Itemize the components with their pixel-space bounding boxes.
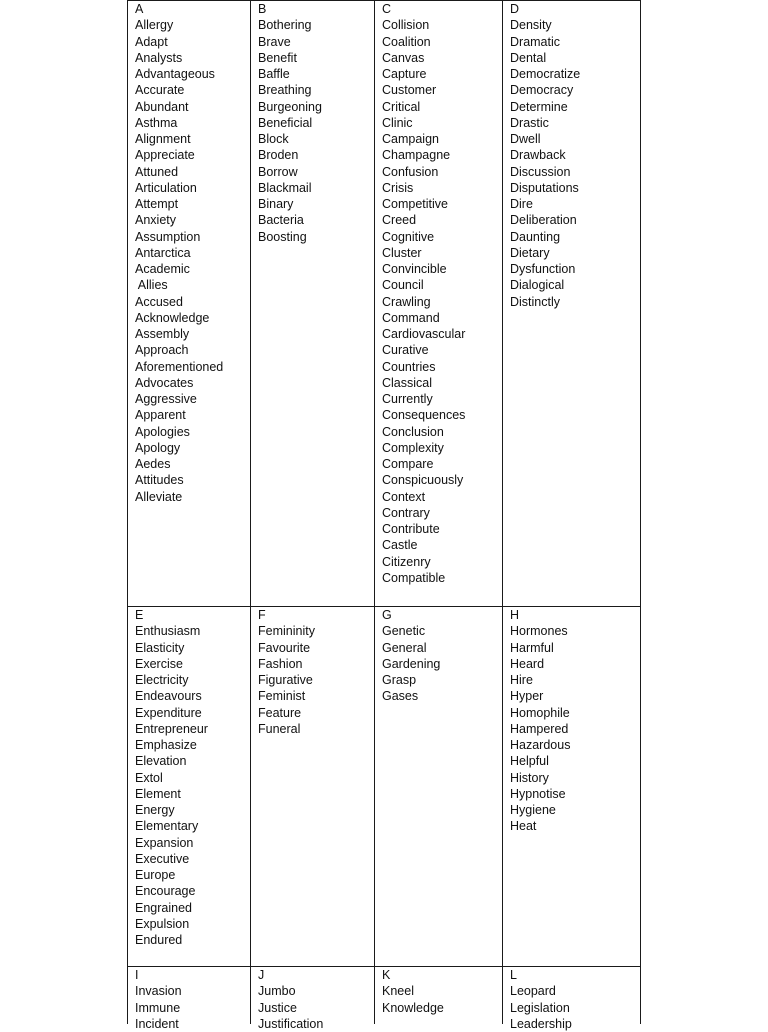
word-entry: Crawling [382, 294, 431, 309]
word-entry: Citizenry [382, 554, 431, 569]
word-entry: Discussion [510, 164, 571, 179]
word-entry: Dysfunction [510, 262, 576, 276]
letter-heading: I [135, 968, 139, 982]
word-entry: Coalition [382, 34, 431, 49]
letter-heading: J [258, 968, 265, 982]
word-entry: Critical [382, 99, 421, 114]
word-entry: Analysts [135, 50, 183, 65]
table-column-border [127, 0, 128, 1024]
word-entry: Exercise [135, 656, 183, 671]
letter-heading: F [258, 608, 266, 622]
word-entry: Blackmail [258, 180, 312, 195]
word-entry: Burgeoning [258, 99, 322, 114]
word-entry: Broden [258, 148, 299, 163]
letter-heading: A [135, 2, 144, 16]
word-entry: Emphasize [135, 738, 197, 752]
word-entry: Engrained [135, 900, 192, 915]
word-entry: Energy [135, 803, 175, 817]
word-entry: Grasp [382, 673, 417, 687]
word-entry: Drastic [510, 115, 549, 130]
word-entry: Figurative [258, 673, 313, 687]
word-entry: Element [135, 786, 181, 801]
word-entry: Determine [510, 99, 568, 114]
word-entry: Allies [135, 278, 168, 293]
word-entry: Leopard [510, 984, 556, 999]
word-entry: Boosting [258, 229, 307, 244]
word-entry: Kneel [382, 984, 414, 999]
word-entry: Dramatic [510, 34, 561, 49]
word-entry: Elasticity [135, 640, 185, 655]
word-entry: Hyper [510, 689, 544, 704]
word-entry: Alignment [135, 132, 191, 146]
word-entry: Justice [258, 1000, 297, 1015]
word-entry: Apology [135, 440, 181, 455]
word-entry: Advocates [135, 375, 194, 390]
letter-heading: B [258, 2, 267, 16]
word-entry: Invasion [135, 984, 182, 999]
letter-heading: E [135, 608, 144, 622]
letter-heading: C [382, 2, 392, 16]
word-entry: Gardening [382, 656, 441, 671]
word-entry: Advantageous [135, 67, 215, 81]
table-column-border [374, 0, 375, 1024]
word-entry: Favourite [258, 640, 311, 655]
word-entry: Contrary [382, 505, 430, 520]
word-entry: Canvas [382, 50, 425, 65]
word-entry: Campaign [382, 132, 439, 146]
word-entry: Assumption [135, 229, 201, 244]
word-entry: Adapt [135, 34, 168, 49]
word-entry: Extol [135, 770, 163, 785]
word-entry: Distinctly [510, 294, 561, 309]
word-entry: Abundant [135, 99, 189, 114]
word-entry: Cardiovascular [382, 327, 466, 341]
word-entry: Executive [135, 851, 190, 866]
word-entry: Dwell [510, 132, 541, 146]
word-entry: Benefit [258, 50, 297, 65]
word-entry: Currently [382, 392, 433, 406]
word-entry: History [510, 770, 549, 785]
word-entry: Heard [510, 656, 545, 671]
word-entry: Countries [382, 359, 436, 374]
word-entry: Democracy [510, 83, 574, 98]
word-entry: Genetic [382, 624, 426, 639]
word-entry: Acknowledge [135, 310, 210, 325]
word-entry: Europe [135, 868, 176, 882]
word-entry: Asthma [135, 115, 178, 130]
word-entry: Harmful [510, 640, 554, 655]
word-entry: Apparent [135, 408, 186, 423]
letter-heading: K [382, 968, 391, 982]
word-entry: Endeavours [135, 689, 202, 704]
word-entry: Compatible [382, 570, 446, 585]
word-entry: Drawback [510, 148, 566, 163]
word-entry: Hazardous [510, 738, 571, 752]
word-entry: Feminist [258, 689, 306, 704]
word-entry: Conspicuously [382, 473, 464, 488]
word-entry: Hampered [510, 721, 569, 736]
word-entry: Femininity [258, 624, 315, 639]
table-column-border [640, 0, 641, 1024]
word-entry: Consequences [382, 408, 466, 423]
word-entry: Compare [382, 457, 434, 471]
word-entry: Brave [258, 34, 291, 49]
word-entry: Crisis [382, 180, 414, 195]
word-entry: Dietary [510, 245, 550, 260]
word-entry: Hormones [510, 624, 568, 639]
table-column-border [502, 0, 503, 1024]
word-entry: Beneficial [258, 115, 313, 130]
word-entry: Contribute [382, 522, 440, 536]
word-entry: Enthusiasm [135, 624, 201, 639]
word-entry: Expenditure [135, 705, 202, 720]
word-entry: Customer [382, 83, 437, 98]
word-entry: Capture [382, 67, 427, 81]
word-entry: Aedes [135, 457, 171, 471]
word-entry: Alleviate [135, 489, 183, 504]
word-entry: Deliberation [510, 213, 577, 228]
word-entry: Collision [382, 18, 430, 33]
word-entry: Attitudes [135, 473, 184, 488]
word-entry: Conclusion [382, 424, 444, 439]
word-entry: Convincible [382, 262, 447, 276]
table-column-border [250, 0, 251, 1024]
letter-heading: L [510, 968, 517, 982]
word-entry: Expulsion [135, 916, 190, 931]
word-entry: Anxiety [135, 213, 176, 228]
word-entry: Electricity [135, 673, 189, 687]
word-entry: Cluster [382, 245, 422, 260]
word-entry: Entrepreneur [135, 721, 208, 736]
word-entry: Democratize [510, 67, 581, 81]
word-entry: Council [382, 278, 424, 293]
word-entry: Heat [510, 819, 537, 834]
word-entry: Elevation [135, 754, 187, 769]
word-entry: Antarctica [135, 245, 191, 260]
word-entry: Jumbo [258, 984, 296, 999]
word-entry: Dire [510, 197, 533, 211]
word-entry: General [382, 640, 427, 655]
word-entry: Complexity [382, 440, 444, 455]
word-entry: Accused [135, 294, 183, 309]
word-entry: Assembly [135, 327, 190, 341]
word-entry: Helpful [510, 754, 549, 769]
word-entry: Cognitive [382, 229, 435, 244]
word-entry: Baffle [258, 67, 290, 81]
word-entry: Hypnotise [510, 786, 566, 801]
word-entry: Allergy [135, 18, 174, 33]
word-entry: Homophile [510, 705, 570, 720]
word-entry: Disputations [510, 180, 579, 195]
word-entry: Bothering [258, 18, 312, 33]
word-entry: Dialogical [510, 278, 565, 293]
word-entry: Dental [510, 50, 547, 65]
word-entry: Elementary [135, 819, 199, 834]
word-entry: Binary [258, 197, 294, 211]
word-entry: Legislation [510, 1000, 570, 1015]
word-entry: Apologies [135, 424, 190, 439]
word-entry: Attuned [135, 164, 179, 179]
word-entry: Immune [135, 1000, 181, 1015]
letter-heading: G [382, 608, 392, 622]
word-entry: Endured [135, 933, 183, 947]
word-entry: Castle [382, 538, 418, 553]
word-entry: Confusion [382, 164, 439, 179]
word-entry: Accurate [135, 83, 185, 98]
word-entry: Aggressive [135, 392, 197, 406]
word-entry: Gases [382, 689, 419, 704]
word-entry: Classical [382, 375, 433, 390]
word-entry: Bacteria [258, 213, 304, 228]
word-entry: Fashion [258, 656, 303, 671]
word-entry: Clinic [382, 115, 413, 130]
word-entry: Command [382, 310, 440, 325]
word-entry: Justification [258, 1016, 324, 1031]
word-entry: Encourage [135, 884, 196, 899]
word-entry: Borrow [258, 164, 298, 179]
word-entry: Block [258, 132, 289, 146]
word-entry: Feature [258, 705, 302, 720]
word-entry: Attempt [135, 197, 179, 211]
word-entry: Hygiene [510, 803, 556, 817]
word-entry: Approach [135, 343, 189, 358]
word-entry: Leadership [510, 1016, 572, 1031]
word-entry: Funeral [258, 721, 301, 736]
word-entry: Articulation [135, 180, 197, 195]
word-entry: Breathing [258, 83, 312, 98]
word-entry: Competitive [382, 197, 448, 211]
word-entry: Density [510, 18, 552, 33]
word-entry: Incident [135, 1016, 179, 1031]
word-entry: Aforementioned [135, 359, 224, 374]
word-entry: Creed [382, 213, 417, 228]
word-entry: Appreciate [135, 148, 195, 163]
word-entry: Academic [135, 262, 190, 276]
letter-heading: H [510, 608, 520, 622]
word-entry: Context [382, 489, 426, 504]
word-entry: Daunting [510, 229, 561, 244]
word-entry: Curative [382, 343, 429, 358]
word-entry: Champagne [382, 148, 451, 163]
letter-heading: D [510, 2, 520, 16]
word-entry: Expansion [135, 835, 194, 850]
word-entry: Knowledge [382, 1000, 444, 1015]
word-entry: Hire [510, 673, 533, 687]
